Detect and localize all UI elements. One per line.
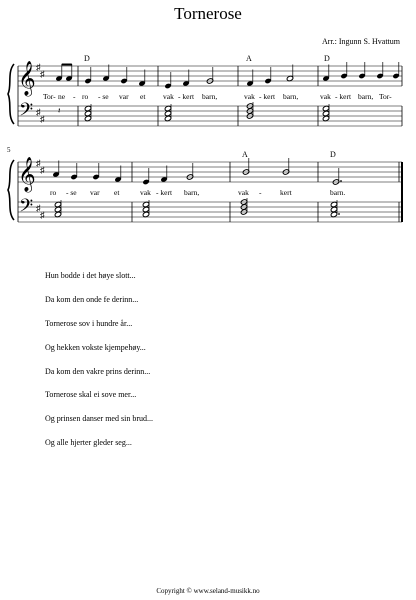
barlines-2: [132, 162, 399, 222]
treble-clef-icon: 𝄞: [18, 158, 36, 191]
lyric-syllable: var: [119, 92, 129, 101]
lyrics-1: [43, 92, 392, 101]
lyric-syllable: barn,: [358, 92, 374, 101]
lyric-syllable: Tor-: [43, 92, 56, 101]
chord-symbol: D: [84, 54, 90, 63]
lyric-syllable: vak: [238, 188, 249, 197]
verse-line: Og hekken vokste kjempehøy...: [45, 342, 146, 352]
chord-symbol: A: [246, 54, 252, 63]
chord-symbol: D: [324, 54, 330, 63]
score: [0, 0, 416, 280]
bass-staff-2: [18, 202, 402, 222]
bass-clef-icon: 𝄢: [19, 99, 34, 124]
treble-staff-2: [18, 162, 402, 182]
verse-line: Hun bodde i det høye slott...: [45, 271, 136, 280]
verse-line: Og alle hjerter gleder seg...: [45, 438, 132, 448]
lyric-syllable: - kert: [156, 188, 173, 197]
lyric-syllable: et: [140, 92, 146, 101]
brace: [8, 160, 14, 220]
sharp-icon: ♯: [40, 69, 45, 79]
lyric-syllable: barn,: [184, 188, 200, 197]
verse-line: Da kom den onde fe derinn...: [45, 294, 139, 304]
sharp-icon: ♯: [36, 203, 41, 213]
sharp-icon: ♯: [40, 165, 45, 175]
lyric-syllable: var: [90, 188, 100, 197]
lyric-syllable: - se: [66, 188, 77, 197]
lyric-syllable: ne: [58, 92, 66, 101]
lyric-syllable: - kert: [178, 92, 195, 101]
copyright-footer: Copyright © www.seland-musikk.no: [156, 587, 260, 595]
chord-symbol: A: [242, 150, 248, 159]
lyric-syllable: ro: [82, 92, 89, 101]
bass-clef-icon: 𝄢: [19, 195, 34, 220]
lyric-syllable: barn.: [330, 188, 346, 197]
verse-line: Og prinsen danser med sin brud...: [45, 414, 153, 424]
brace: [8, 64, 14, 124]
sharp-icon: ♯: [40, 210, 45, 220]
lyric-syllable: vak: [244, 92, 255, 101]
lyric-syllable: vak: [140, 188, 151, 197]
sharp-icon: ♯: [40, 114, 45, 124]
measure-number: 5: [7, 146, 11, 154]
system-1: [8, 54, 402, 126]
lyric-syllable: -: [259, 188, 262, 197]
lyric-syllable: - kert: [259, 92, 276, 101]
verse-list: [45, 271, 385, 462]
verse-line: Da kom den vakre prins derinn...: [45, 366, 151, 376]
lyric-syllable: ro: [50, 188, 57, 197]
page-title: Tornerose: [174, 4, 242, 23]
sharp-icon: ♯: [36, 158, 41, 168]
lyric-syllable: kert: [280, 188, 292, 197]
verse-line: Tornerose skal ei sove mer...: [45, 390, 137, 400]
sharp-icon: ♯: [36, 107, 41, 117]
sharp-icon: ♯: [36, 62, 41, 72]
lyric-syllable: et: [114, 188, 120, 197]
lyric-syllable: Tor-: [379, 92, 392, 101]
system-2: [7, 146, 402, 222]
lyric-syllable: barn,: [202, 92, 218, 101]
lyric-syllable: vak: [320, 92, 331, 101]
bass-staff-1: [18, 106, 402, 126]
lyric-syllable: - se: [98, 92, 109, 101]
bass-chords-2: [54, 198, 340, 218]
verse-line: Tornerose sov i hundre år...: [45, 318, 133, 328]
lyric-syllable: barn,: [283, 92, 299, 101]
lyric-syllable: - kert: [335, 92, 352, 101]
rest-icon: 𝄽: [58, 106, 61, 115]
arranger-credit: Arr.: Ingunn S. Hvattum: [322, 37, 400, 46]
lyric-syllable: vak: [163, 92, 174, 101]
lyric-syllable: -: [73, 92, 76, 101]
chord-symbol: D: [330, 150, 336, 159]
treble-clef-icon: 𝄞: [18, 62, 36, 95]
lyrics-2: [50, 188, 345, 197]
bass-chords-1: [58, 102, 330, 122]
